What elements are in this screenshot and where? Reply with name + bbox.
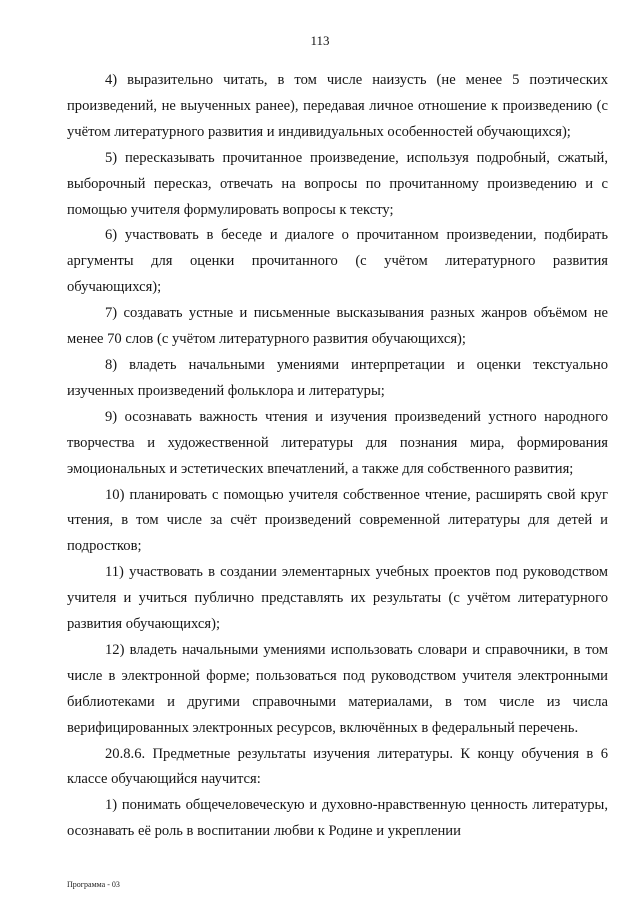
page-body: [67, 68, 608, 845]
list-item-11: 11) участвовать в создании элементарных учебных проектов под руководством учителя и учиться публично представлять их результаты (с учётом литературного развития обучающихся);: [67, 564, 608, 633]
list-item-6: 6) участвовать в беседе и диалоге о прочитанном произведении, подбирать аргументы для оценки прочитанного (с учётом литературного развития обучающихся);: [67, 227, 608, 296]
list-item-8: 8) владеть начальными умениями интерпретации и оценки текстуально изученных произведений фольклора и литературы;: [67, 356, 608, 399]
page-number: 113: [310, 33, 330, 48]
list-item-5: 5) пересказывать прочитанное произведение, используя подробный, сжатый, выборочный пересказ, отвечать на вопросы по прочитанному произведению и с помощью учителя формулировать вопросы к тексту;: [67, 149, 608, 218]
list-item-7: 7) создавать устные и письменные высказывания разных жанров объёмом не менее 70 слов (с учётом литературного развития обучающихся);: [67, 305, 608, 348]
list-item-4: 4) выразительно читать, в том числе наизусть (не менее 5 поэтических произведений, не выученных ранее), передавая личное отношение к произведению (с учётом литературного развития и индивидуальных особенностей обучающихся);: [67, 72, 608, 140]
list-item-10: 10) планировать с помощью учителя собственное чтение, расширять свой круг чтения, в том числе за счёт произведений современной литературы для детей и подростков;: [67, 486, 608, 555]
footer-label: Программа - 03: [67, 880, 120, 889]
list-item-1: 1) понимать общечеловеческую и духовно-нравственную ценность литературы, осознавать её роль в воспитании любви к Родине и укреплении: [67, 797, 608, 840]
list-item-9: 9) осознавать важность чтения и изучения произведений устного народного творчества и художественной литературы для познания мира, формирования эмоциональных и эстетических впечатлений, а также для собственного развития;: [67, 408, 608, 477]
section-heading-20-8-6: 20.8.6. Предметные результаты изучения литературы. К концу обучения в 6 классе обучающийся научится:: [67, 745, 608, 788]
list-item-12: 12) владеть начальными умениями использовать словари и справочники, в том числе в электронной форме; пользоваться под руководством учителя электронными библиотеками и другими справочными материалами, в том числе из числа верифицированных электронных ресурсов, включённых в федеральный перечень.: [67, 641, 608, 736]
